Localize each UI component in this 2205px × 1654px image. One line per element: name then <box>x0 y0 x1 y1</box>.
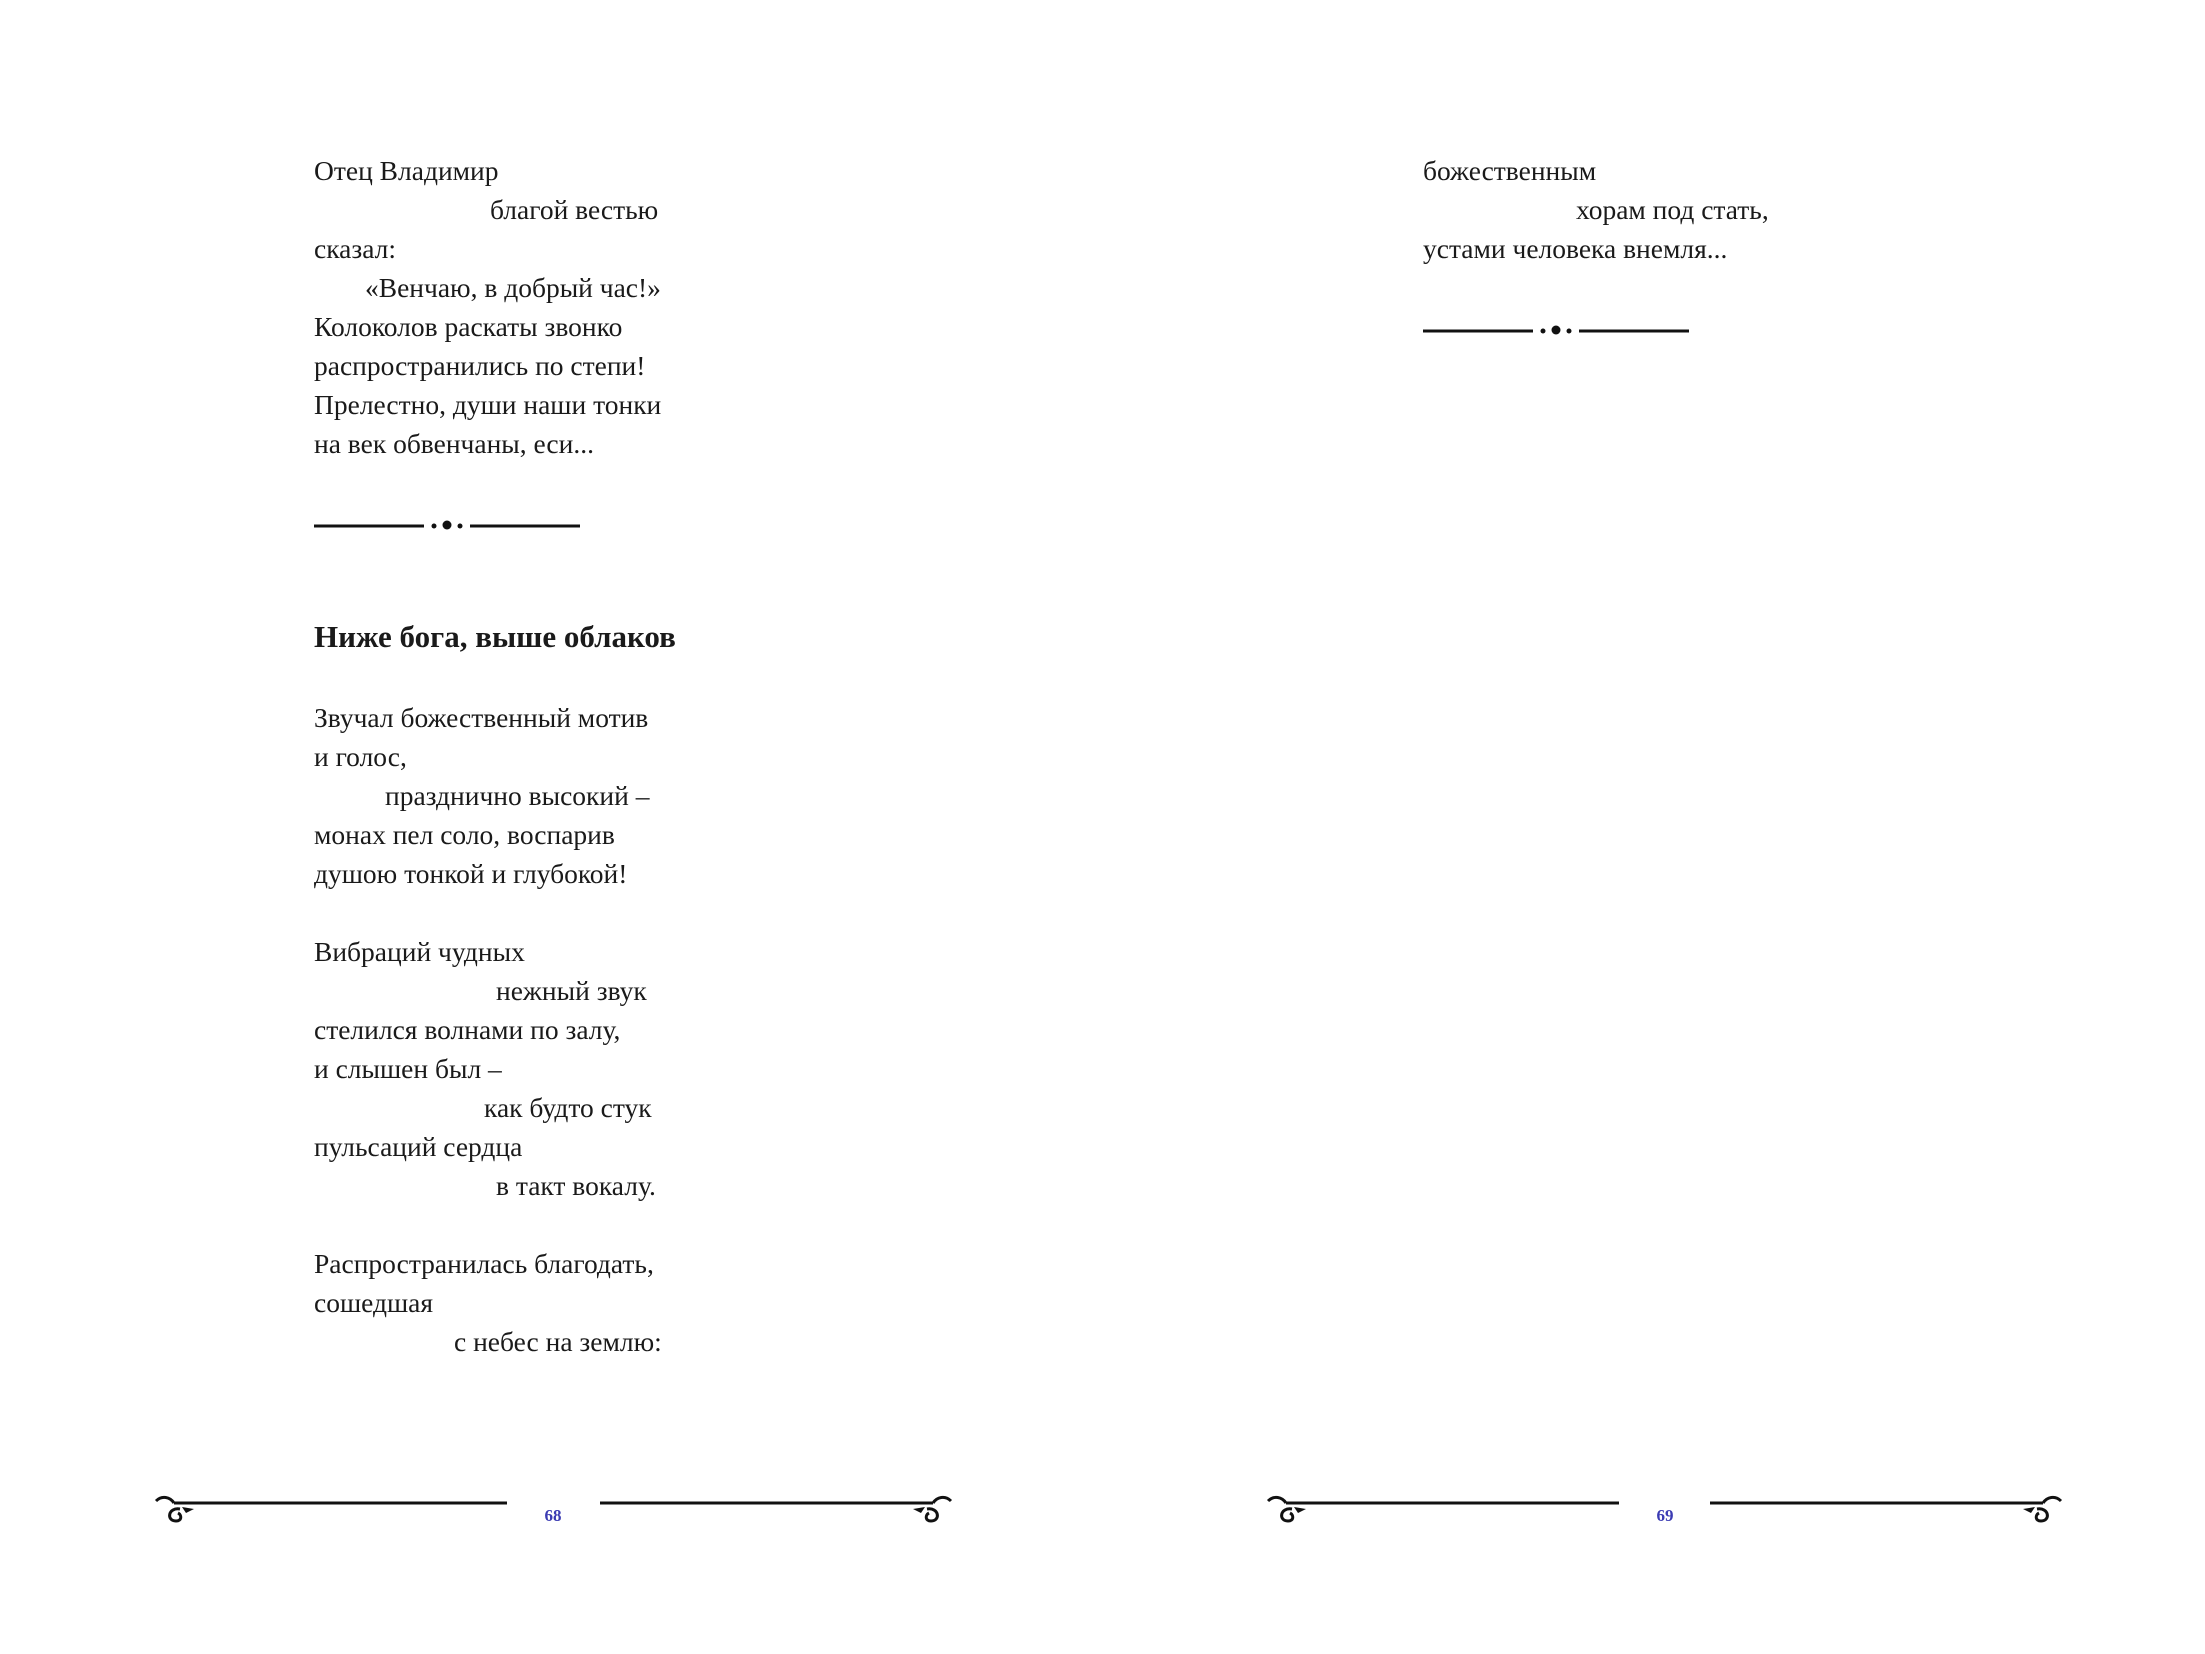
section-divider <box>314 515 580 535</box>
footer-ornament-right <box>600 1491 955 1531</box>
poem-line: как будто стук <box>484 1092 652 1123</box>
poem-line: монах пел соло, воспарив <box>314 819 615 850</box>
poem-line: на век обвенчаны, еси... <box>314 428 594 459</box>
poem-line: и голос, <box>314 741 407 772</box>
page-number: 69 <box>1656 1506 1674 1525</box>
right-page <box>1103 0 2205 1654</box>
footer-ornament-left <box>152 1491 512 1531</box>
poem-line: Распространилась благодать, <box>314 1248 654 1279</box>
poem-line: в такт вокалу. <box>496 1170 656 1201</box>
poem-line: Звучал божественный мотив <box>314 702 649 733</box>
poem-line: Вибраций чудных <box>314 936 525 967</box>
poem-line: сказал: <box>314 233 397 264</box>
poem-line: душою тонкой и глубокой! <box>314 858 628 889</box>
page-number: 68 <box>544 1506 562 1525</box>
poem-line: «Венчаю, в добрый час!» <box>365 272 661 303</box>
poem-line: хорам под стать, <box>1576 194 1769 225</box>
poem-line: распространились по степи! <box>314 350 646 381</box>
poem-line: с небес на землю: <box>454 1326 662 1357</box>
poem-line: стелился волнами по залу, <box>314 1014 621 1045</box>
section-divider <box>1423 320 1689 340</box>
poem-line: Прелестно, души наши тонки <box>314 389 662 420</box>
poem-line: нежный звук <box>496 975 647 1006</box>
poem-line: сошедшая <box>314 1287 433 1318</box>
poem-line: устами человека внемля... <box>1423 233 1728 264</box>
poem-line: и слышен был – <box>314 1053 502 1084</box>
poem-title: Ниже бога, выше облаков <box>314 619 676 654</box>
poem-line: пульсаций сердца <box>314 1131 523 1162</box>
poem-line: Отец Владимир <box>314 155 499 186</box>
footer-ornament-right <box>1710 1491 2065 1531</box>
poem-line: Колоколов раскаты звонко <box>314 311 623 342</box>
poem-line: празднично высокий – <box>385 780 650 811</box>
left-page <box>0 0 1102 1654</box>
footer-ornament-left <box>1264 1491 1624 1531</box>
poem-line: благой вестью <box>490 194 659 225</box>
poem-line: божественным <box>1423 155 1597 186</box>
